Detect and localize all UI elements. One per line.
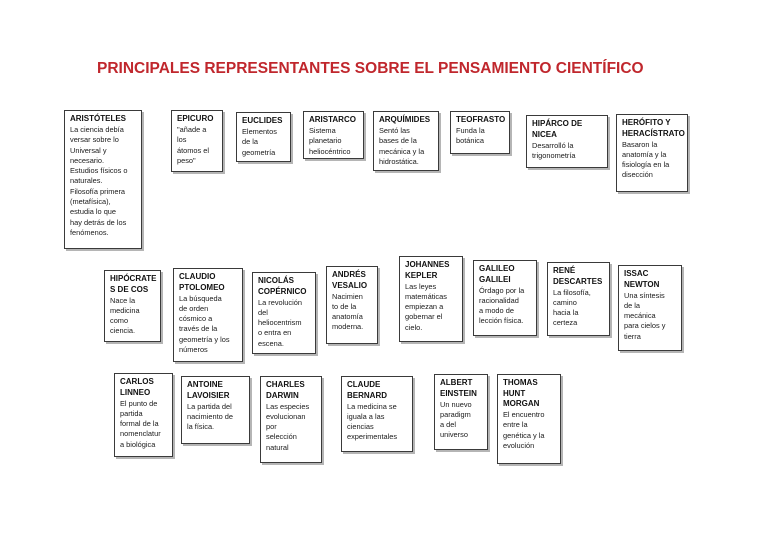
card-description: La revolución del heliocentrism o entra en escena. xyxy=(258,297,302,348)
card-lavoisier xyxy=(181,376,250,444)
card-linneo xyxy=(114,373,173,457)
card-name: TEOFRASTO xyxy=(456,115,506,124)
card-description: Sentó las bases de la mecánica y la hidrostática. xyxy=(379,126,425,166)
card-name: CARLOS LINNEO xyxy=(120,377,154,397)
card-name: GALILEO GALILEI xyxy=(479,264,515,284)
card-description: "añade a los átomos el peso" xyxy=(177,125,210,165)
card-vesalio xyxy=(326,266,378,344)
card-name: EUCLIDES xyxy=(242,116,283,125)
card-description: Funda la botánica xyxy=(456,126,485,146)
card-name: CLAUDE BERNARD xyxy=(347,380,387,400)
card-epicuro xyxy=(171,110,223,172)
card-name: HERÓFITO Y HERACÍSTRATO xyxy=(622,118,685,138)
card-description: Una síntesis de la mecánica para cielos y tierra xyxy=(624,290,666,341)
page-title: PRINCIPALES REPRESENTANTES SOBRE EL PENSAMIENTO CIENTÍFICO xyxy=(97,60,644,77)
card-description: El encuentro entre la genética y la evolución xyxy=(503,410,545,450)
card-name: ANDRÉS VESALIO xyxy=(332,270,368,290)
card-morgan xyxy=(497,374,561,464)
card-description: La filosofía, camino hacia la certeza xyxy=(553,287,591,328)
card-name: ARISTARCO xyxy=(309,115,356,124)
card-hipocrates xyxy=(104,270,161,342)
card-arquimides xyxy=(373,111,439,171)
card-name: ISSAC NEWTON xyxy=(624,269,660,289)
card-name: ARISTÓTELES xyxy=(70,114,127,123)
card-euclides xyxy=(236,112,291,162)
card-description: Órdago por la racionalidad a modo de lección física. xyxy=(479,285,525,326)
card-description: Sistema planetario heliocéntrico xyxy=(309,126,351,156)
card-description: Las especies evolucionan por selección natural xyxy=(266,401,310,452)
card-aristarco xyxy=(303,111,364,159)
card-name: CLAUDIO PTOLOMEO xyxy=(179,272,225,292)
card-description: El punto de partida formal de la nomenclatur a biológica xyxy=(120,398,161,449)
card-description: La partida del nacimiento de la física. xyxy=(187,401,234,432)
card-description: La búsqueda de orden cósmico a través de la geometría y los números xyxy=(179,293,230,354)
card-name: ARQUÍMIDES xyxy=(379,115,431,124)
card-name: THOMAS HUNT MORGAN xyxy=(503,378,540,408)
card-copernico xyxy=(252,272,316,354)
card-name: ANTOINE LAVOISIER xyxy=(187,380,230,400)
card-description: La medicina se iguala a las ciencias experimentales xyxy=(347,401,398,442)
card-name: EPICURO xyxy=(177,114,214,123)
card-einstein xyxy=(434,374,488,450)
card-name: CHARLES DARWIN xyxy=(266,380,305,400)
card-teofrasto xyxy=(450,111,510,154)
card-aristoteles xyxy=(64,110,142,249)
card-kepler xyxy=(399,256,463,342)
card-name: JOHANNES KEPLER xyxy=(405,260,450,280)
card-name: NICOLÁS COPÉRNICO xyxy=(258,276,307,296)
card-description: Nace la medicina como ciencia. xyxy=(110,295,140,336)
card-bernard xyxy=(341,376,413,452)
card-description: Elementos de la geometría xyxy=(242,127,277,157)
card-hiparco xyxy=(526,115,608,168)
card-name: ALBERT EINSTEIN xyxy=(440,378,477,398)
card-description: Un nuevo paradigm a del universo xyxy=(440,399,472,440)
card-description: Nacimien to de la anatomía moderna. xyxy=(332,291,364,332)
card-galileo xyxy=(473,260,537,336)
card-description: Desarrolló la trigonometría xyxy=(532,140,576,160)
card-newton xyxy=(618,265,682,351)
card-description: Las leyes matemáticas empiezan a gobernar el cielo. xyxy=(405,281,447,332)
card-darwin xyxy=(260,376,322,463)
card-name: RENÉ DESCARTES xyxy=(553,266,603,286)
card-description: Basaron la anatomía y la fisiología en la disección xyxy=(622,139,670,180)
card-name: HIPÓCRATE S DE COS xyxy=(110,274,157,294)
card-herofito xyxy=(616,114,688,192)
card-description: La ciencia debía versar sobre lo Universal y necesario. Estudios físicos o naturales. Filosofía primera (metafísica), estudia lo que hay detrás de los fenómenos. xyxy=(70,125,128,237)
card-name: HIPÁRCO DE NICEA xyxy=(532,119,583,139)
card-descartes xyxy=(547,262,610,336)
card-ptolomeo xyxy=(173,268,243,362)
